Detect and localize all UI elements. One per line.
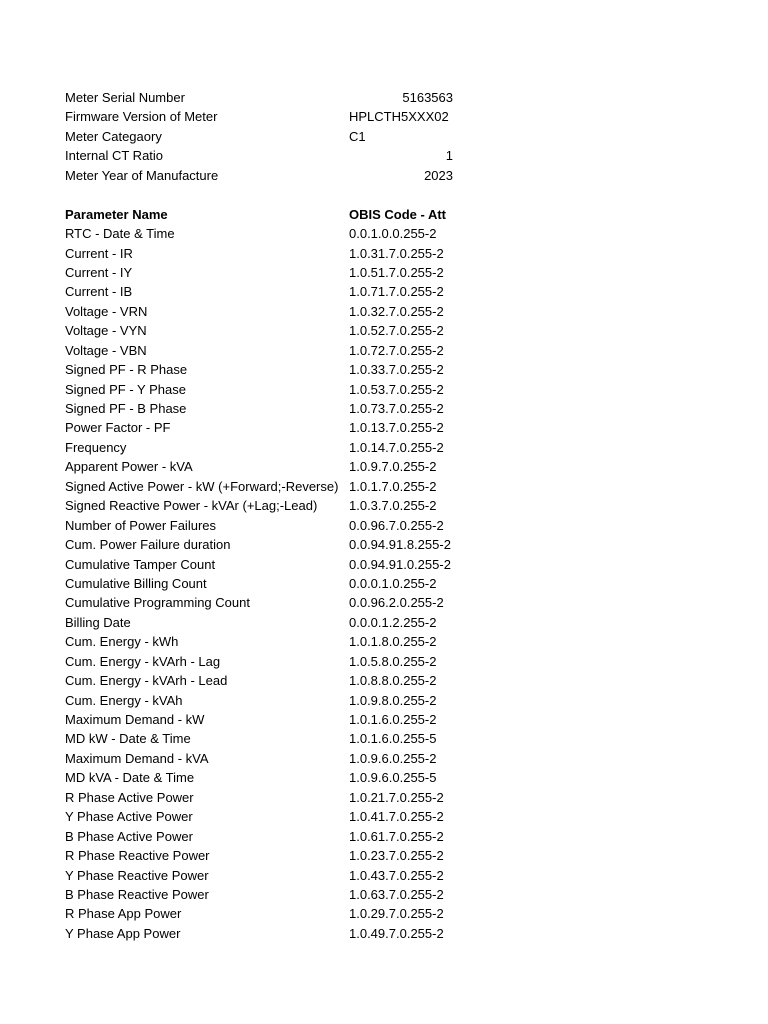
- obis-code-cell: 1.0.5.8.0.255-2: [349, 653, 437, 669]
- table-row: [65, 710, 465, 729]
- table-header-row: [65, 205, 465, 224]
- obis-code-cell: 1.0.49.7.0.255-2: [349, 925, 444, 941]
- parameter-name-cell: Current - IR: [65, 245, 133, 261]
- table-row: [65, 807, 465, 826]
- meter-info-row: [65, 127, 465, 146]
- meter-info-label: Meter Categaory: [65, 128, 162, 144]
- parameter-name-cell: Frequency: [65, 439, 127, 455]
- table-row: [65, 496, 465, 515]
- column-header-parameter-name: Parameter Name: [65, 206, 168, 222]
- obis-code-cell: 1.0.61.7.0.255-2: [349, 828, 444, 844]
- parameter-name-cell: Cumulative Programming Count: [65, 595, 250, 611]
- table-row: [65, 827, 465, 846]
- meter-parameter-sheet: [65, 88, 465, 943]
- obis-code-cell: 1.0.52.7.0.255-2: [349, 323, 444, 339]
- table-row: [65, 360, 465, 379]
- obis-code-cell: 1.0.9.6.0.255-5: [349, 770, 437, 786]
- table-row: [65, 924, 465, 943]
- meter-info-label: Internal CT Ratio: [65, 148, 164, 164]
- obis-code-cell: 1.0.63.7.0.255-2: [349, 886, 444, 902]
- table-row: [65, 691, 465, 710]
- parameter-name-cell: Voltage - VRN: [65, 303, 148, 319]
- parameter-name-cell: RTC - Date & Time: [65, 226, 175, 242]
- obis-code-cell: 0.0.1.0.0.255-2: [349, 226, 437, 242]
- parameter-name-cell: Apparent Power - kVA: [65, 459, 193, 475]
- column-header-obis-code: OBIS Code - Att: [349, 206, 447, 222]
- obis-code-cell: 1.0.9.7.0.255-2: [349, 459, 437, 475]
- obis-code-cell: 1.0.73.7.0.255-2: [349, 401, 444, 416]
- obis-code-cell: 0.0.94.91.0.255-2: [349, 556, 451, 572]
- meter-info-row: [65, 146, 465, 165]
- obis-code-cell: 0.0.96.7.0.255-2: [349, 517, 444, 533]
- obis-code-cell: 1.0.1.6.0.255-5: [349, 731, 437, 747]
- section-spacer: [65, 185, 465, 204]
- obis-code-cell: 0.0.96.2.0.255-2: [349, 595, 444, 611]
- obis-code-cell: 1.0.51.7.0.255-2: [349, 264, 444, 280]
- table-row: [65, 263, 465, 282]
- obis-code-cell: 1.0.71.7.0.255-2: [349, 284, 444, 300]
- table-row: [65, 477, 465, 496]
- obis-code-cell: 1.0.3.7.0.255-2: [349, 498, 437, 514]
- table-row: [65, 904, 465, 923]
- meter-info-value: 5163563: [402, 90, 453, 105]
- meter-info-value: 2023: [424, 167, 453, 183]
- parameter-name-cell: R Phase Active Power: [65, 789, 194, 805]
- meter-info-section: [65, 88, 465, 185]
- parameter-name-cell: R Phase Reactive Power: [65, 848, 210, 864]
- table-row: [65, 768, 465, 787]
- obis-code-cell: 1.0.8.8.0.255-2: [349, 673, 437, 689]
- table-row: [65, 399, 465, 418]
- obis-code-cell: 1.0.53.7.0.255-2: [349, 381, 444, 397]
- parameter-name-cell: R Phase App Power: [65, 906, 182, 922]
- parameter-name-cell: Cum. Power Failure duration: [65, 537, 231, 553]
- parameter-name-cell: Maximum Demand - kVA: [65, 750, 209, 766]
- meter-info-label: Meter Year of Manufacture: [65, 167, 219, 183]
- parameter-name-cell: Voltage - VBN: [65, 342, 147, 358]
- parameter-name-cell: Billing Date: [65, 614, 131, 630]
- obis-code-cell: 1.0.43.7.0.255-2: [349, 867, 444, 883]
- obis-code-cell: 1.0.41.7.0.255-2: [349, 809, 444, 825]
- table-row: [65, 593, 465, 612]
- parameter-name-cell: Y Phase App Power: [65, 925, 181, 941]
- table-row: [65, 282, 465, 301]
- table-row: [65, 652, 465, 671]
- parameter-name-cell: Cum. Energy - kWh: [65, 634, 179, 650]
- parameter-name-cell: Y Phase Reactive Power: [65, 867, 209, 883]
- meter-info-value: HPLCTH5XXX02: [349, 109, 449, 125]
- obis-code-cell: 1.0.72.7.0.255-2: [349, 342, 444, 358]
- meter-info-row: [65, 88, 465, 107]
- table-row: [65, 516, 465, 535]
- table-row: [65, 457, 465, 476]
- obis-code-cell: 1.0.1.6.0.255-2: [349, 712, 437, 727]
- table-row: [65, 866, 465, 885]
- obis-code-cell: 0.0.0.1.0.255-2: [349, 575, 437, 591]
- parameter-name-cell: Voltage - VYN: [65, 323, 147, 339]
- table-row: [65, 613, 465, 632]
- parameter-name-cell: Signed PF - B Phase: [65, 401, 187, 416]
- parameter-name-cell: Cum. Energy - kVArh - Lag: [65, 653, 221, 669]
- obis-code-cell: 1.0.32.7.0.255-2: [349, 303, 444, 319]
- meter-info-label: Firmware Version of Meter: [65, 109, 218, 125]
- meter-info-label: Meter Serial Number: [65, 90, 185, 105]
- parameter-name-cell: Cumulative Tamper Count: [65, 556, 216, 572]
- table-row: [65, 244, 465, 263]
- parameter-name-cell: Cumulative Billing Count: [65, 575, 207, 591]
- table-body: [65, 224, 465, 943]
- table-row: [65, 671, 465, 690]
- parameter-name-cell: Current - IB: [65, 284, 133, 300]
- obis-code-cell: 0.0.0.1.2.255-2: [349, 614, 437, 630]
- obis-code-cell: 1.0.14.7.0.255-2: [349, 439, 444, 455]
- parameter-name-cell: B Phase Reactive Power: [65, 886, 209, 902]
- meter-info-row: [65, 166, 465, 185]
- parameter-name-cell: Signed Reactive Power - kVAr (+Lag;-Lead): [65, 498, 318, 514]
- table-row: [65, 555, 465, 574]
- parameter-name-cell: Maximum Demand - kW: [65, 712, 205, 727]
- table-row: [65, 574, 465, 593]
- parameter-name-cell: MD kW - Date & Time: [65, 731, 191, 747]
- meter-info-value: C1: [349, 128, 366, 144]
- parameter-name-cell: MD kVA - Date & Time: [65, 770, 195, 786]
- table-row: [65, 632, 465, 651]
- obis-code-cell: 1.0.31.7.0.255-2: [349, 245, 444, 261]
- table-row: [65, 302, 465, 321]
- obis-code-cell: 1.0.1.7.0.255-2: [349, 478, 437, 494]
- meter-info-value: 1: [445, 148, 453, 164]
- obis-code-cell: 1.0.9.8.0.255-2: [349, 692, 437, 708]
- parameter-name-cell: B Phase Active Power: [65, 828, 193, 844]
- obis-parameter-table: [65, 205, 465, 944]
- obis-code-cell: 1.0.21.7.0.255-2: [349, 789, 444, 805]
- obis-code-cell: 1.0.1.8.0.255-2: [349, 634, 437, 650]
- table-row: [65, 729, 465, 748]
- table-row: [65, 224, 465, 243]
- parameter-name-cell: Current - IY: [65, 264, 133, 280]
- parameter-name-cell: Signed Active Power - kW (+Forward;-Reverse): [65, 478, 339, 494]
- parameter-name-cell: Number of Power Failures: [65, 517, 216, 533]
- obis-code-cell: 1.0.29.7.0.255-2: [349, 906, 444, 922]
- table-row: [65, 380, 465, 399]
- parameter-name-cell: Cum. Energy - kVArh - Lead: [65, 673, 228, 689]
- parameter-name-cell: Power Factor - PF: [65, 420, 171, 436]
- table-row: [65, 341, 465, 360]
- parameter-name-cell: Signed PF - Y Phase: [65, 381, 186, 397]
- meter-info-row: [65, 107, 465, 126]
- obis-code-cell: 1.0.9.6.0.255-2: [349, 750, 437, 766]
- parameter-name-cell: Cum. Energy - kVAh: [65, 692, 183, 708]
- obis-code-cell: 0.0.94.91.8.255-2: [349, 537, 451, 553]
- table-row: [65, 438, 465, 457]
- table-row: [65, 846, 465, 865]
- obis-code-cell: 1.0.23.7.0.255-2: [349, 848, 444, 864]
- obis-code-cell: 1.0.33.7.0.255-2: [349, 362, 444, 378]
- table-row: [65, 418, 465, 437]
- table-row: [65, 321, 465, 340]
- table-row: [65, 885, 465, 904]
- table-row: [65, 535, 465, 554]
- parameter-name-cell: Y Phase Active Power: [65, 809, 193, 825]
- table-row: [65, 788, 465, 807]
- obis-code-cell: 1.0.13.7.0.255-2: [349, 420, 444, 436]
- table-row: [65, 749, 465, 768]
- parameter-name-cell: Signed PF - R Phase: [65, 362, 188, 378]
